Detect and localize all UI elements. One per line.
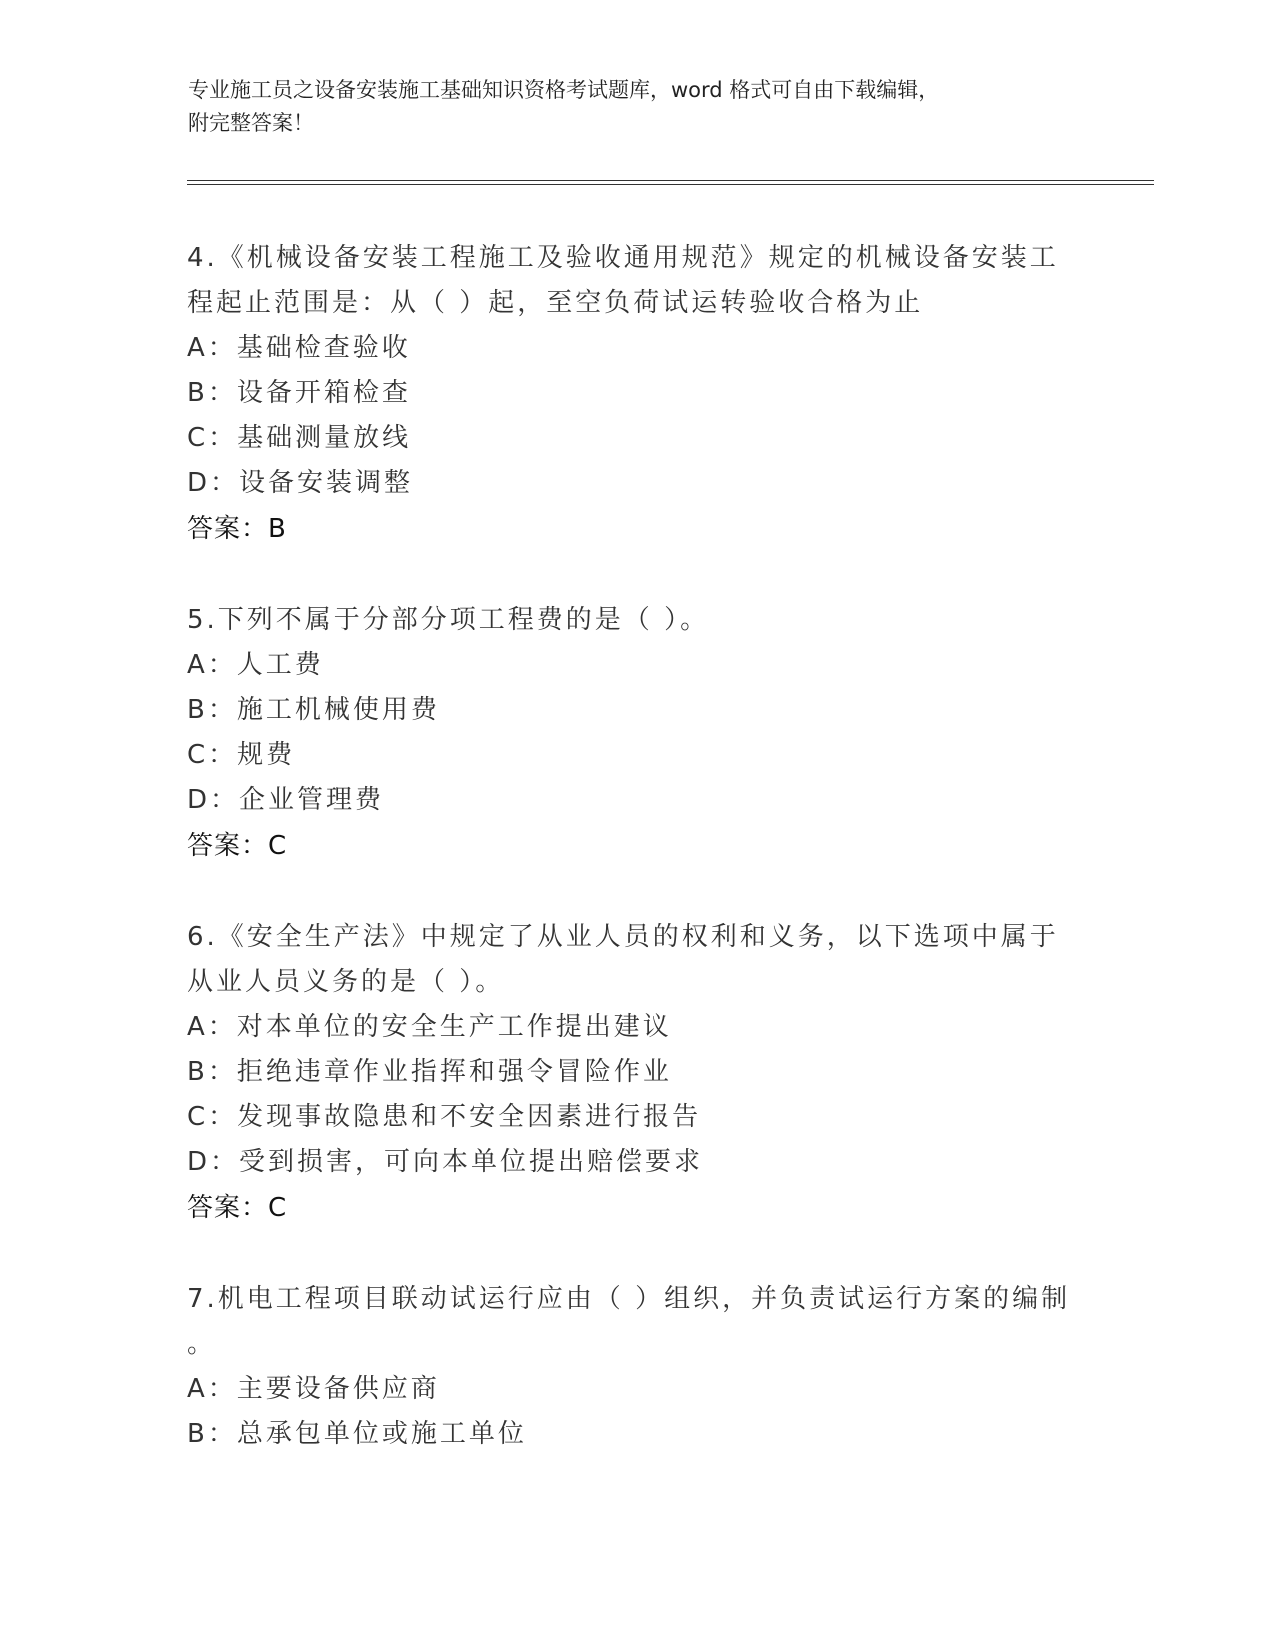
question-stem-cont: 从业人员义务的是（ ）。 <box>187 967 505 997</box>
question-7 <box>187 1277 1087 1457</box>
question-stem: 4.《机械设备安装工程施工及验收通用规范》规定的机械设备安装工 <box>187 243 1059 273</box>
document-header <box>188 74 1088 140</box>
option-c: C：基础测量放线 <box>187 423 412 453</box>
question-stem-cont: 程起止范围是：从（ ）起，至空负荷试运转验收合格为止 <box>187 288 924 318</box>
question-4 <box>187 236 1087 552</box>
question-stem: 5.下列不属于分部分项工程费的是（ ）。 <box>187 605 710 635</box>
header-divider <box>187 180 1154 185</box>
option-c: C：规费 <box>187 740 296 770</box>
answer: 答案：C <box>187 1193 288 1223</box>
question-6 <box>187 915 1087 1231</box>
option-b: B：总承包单位或施工单位 <box>187 1419 527 1449</box>
question-stem-cont: 。 <box>187 1329 217 1359</box>
option-a: A：人工费 <box>187 650 324 680</box>
option-b: B：拒绝违章作业指挥和强令冒险作业 <box>187 1057 672 1087</box>
answer: 答案：C <box>187 831 288 861</box>
option-d: D：受到损害，可向本单位提出赔偿要求 <box>187 1147 704 1177</box>
answer: 答案：B <box>187 514 287 544</box>
header-line-1: 专业施工员之设备安装施工基础知识资格考试题库，word 格式可自由下载编辑， <box>188 78 940 102</box>
option-a: A：主要设备供应商 <box>187 1374 440 1404</box>
option-c: C：发现事故隐患和不安全因素进行报告 <box>187 1102 702 1132</box>
question-5 <box>187 598 1087 869</box>
option-b: B：设备开箱检查 <box>187 378 411 408</box>
option-a: A：基础检查验收 <box>187 333 411 363</box>
question-stem: 6.《安全生产法》中规定了从业人员的权利和义务，以下选项中属于 <box>187 922 1059 952</box>
option-d: D：设备安装调整 <box>187 468 414 498</box>
option-b: B：施工机械使用费 <box>187 695 440 725</box>
option-d: D：企业管理费 <box>187 785 385 815</box>
option-a: A：对本单位的安全生产工作提出建议 <box>187 1012 672 1042</box>
header-line-2: 附完整答案！ <box>188 111 314 135</box>
question-list <box>187 236 1087 1503</box>
question-stem: 7.机电工程项目联动试运行应由（ ）组织，并负责试运行方案的编制 <box>187 1284 1071 1314</box>
